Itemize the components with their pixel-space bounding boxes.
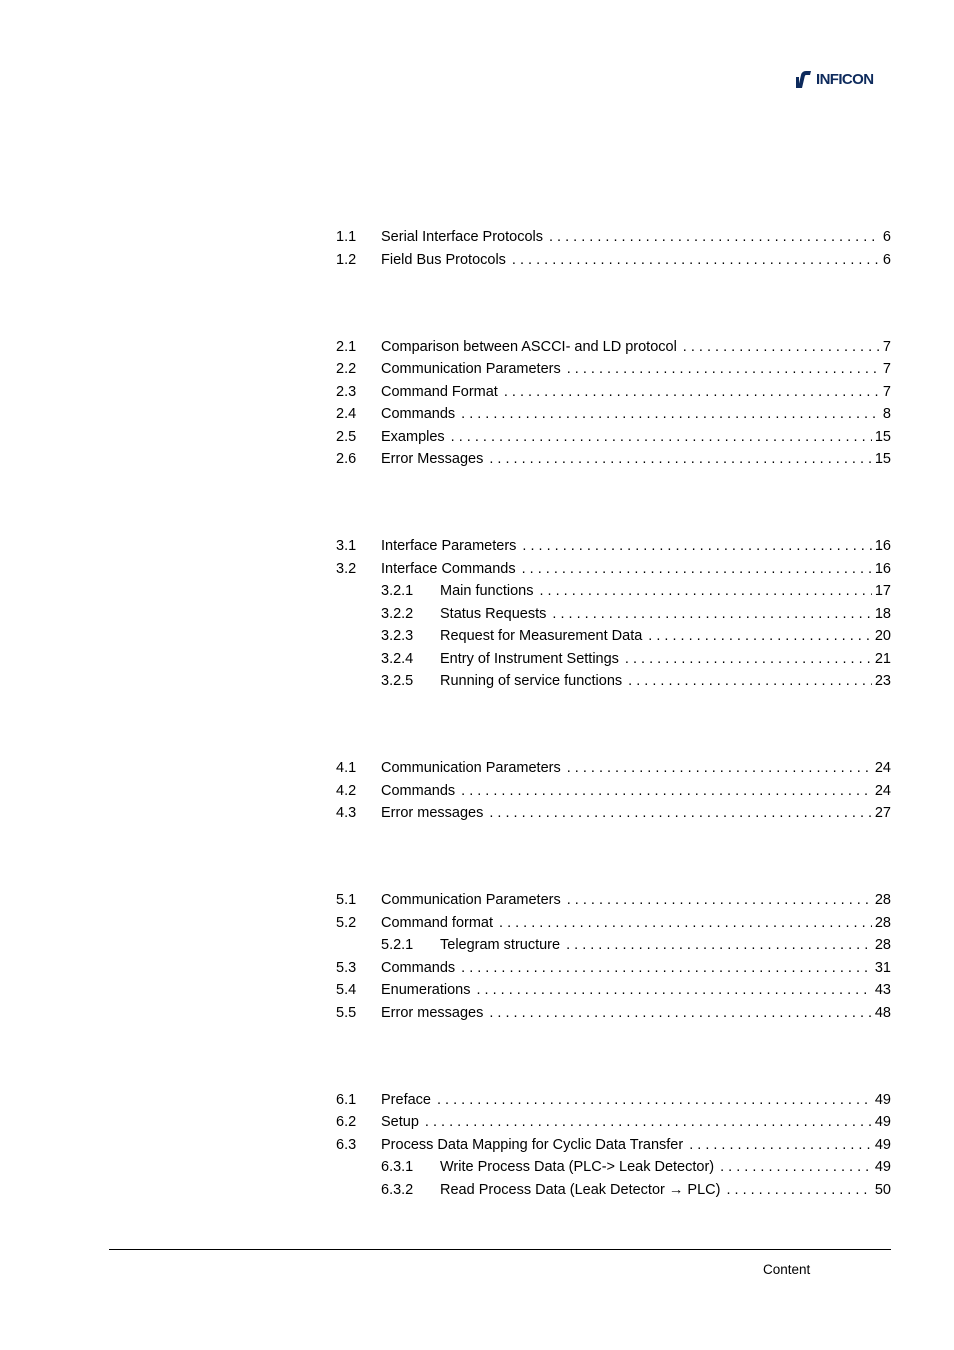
toc-page: 15 (874, 428, 891, 445)
toc-entry[interactable] (336, 226, 891, 249)
toc-title: Serial Interface Protocols (381, 229, 543, 245)
toc-number: 2.6 (336, 451, 357, 467)
toc-number: 2.3 (336, 383, 357, 400)
toc-number: 2.4 (336, 406, 357, 422)
toc-page: 17 (874, 583, 891, 599)
toc-page: 27 (874, 805, 891, 821)
toc-subentry[interactable] (336, 670, 891, 693)
toc-title: Communication Parameters (381, 760, 561, 776)
toc-page: 24 (874, 782, 891, 799)
toc-subentry[interactable] (336, 648, 891, 671)
toc-number: 1.2 (336, 251, 357, 268)
toc-page: 49 (874, 1091, 891, 1108)
toc-page: 49 (874, 1159, 891, 1175)
toc-subentry[interactable] (336, 625, 891, 648)
toc-title: Process Data Mapping for Cyclic Data Transfer (381, 1136, 684, 1153)
toc-title: Command format (381, 914, 494, 931)
toc-entry[interactable] (336, 535, 891, 558)
toc-title: Commands (381, 406, 456, 422)
toc-title: Main functions (440, 583, 534, 599)
toc-title: Entry of Instrument Settings (440, 650, 619, 667)
toc-subentry[interactable] (336, 1179, 891, 1202)
toc-number: 3.1 (336, 538, 357, 554)
toc-page: 6 (882, 229, 891, 245)
toc-number: 5.4 (336, 982, 357, 998)
toc-number: 3.2.2 (381, 605, 414, 622)
inficon-logo-icon (795, 69, 813, 89)
toc-page: 23 (874, 673, 891, 689)
table-of-contents (336, 226, 891, 1201)
toc-title: Error messages (381, 1004, 484, 1021)
toc-page: 28 (874, 892, 891, 908)
toc-page: 31 (874, 959, 891, 976)
toc-title: Examples (381, 428, 445, 445)
toc-number: 5.2.1 (381, 937, 414, 953)
toc-entry[interactable] (336, 912, 891, 935)
toc-page: 20 (874, 628, 891, 644)
toc-number: 5.5 (336, 1004, 357, 1021)
toc-number: 3.2.1 (381, 583, 414, 599)
toc-title: Write Process Data (PLC-> Leak Detector) (440, 1159, 715, 1175)
toc-page: 49 (874, 1136, 891, 1153)
toc-title: Communication Parameters (381, 892, 561, 908)
toc-entry[interactable] (336, 336, 891, 359)
footer-divider (109, 1249, 891, 1250)
toc-title: Enumerations (381, 982, 471, 998)
toc-title: Telegram structure (440, 937, 561, 953)
toc-subentry[interactable] (336, 580, 891, 603)
toc-subentry[interactable] (336, 603, 891, 626)
toc-title: Interface Commands (381, 560, 516, 577)
toc-title: Error messages (381, 805, 484, 821)
toc-page: 28 (874, 937, 891, 953)
toc-title: Error Messages (381, 451, 484, 467)
toc-page: 43 (874, 982, 891, 998)
toc-entry[interactable] (336, 358, 891, 381)
toc-entry[interactable] (336, 1089, 891, 1112)
toc-number: 6.1 (336, 1091, 357, 1108)
toc-page: 7 (882, 361, 891, 377)
toc-number: 2.5 (336, 428, 357, 445)
toc-page: 16 (874, 560, 891, 577)
toc-entry[interactable] (336, 381, 891, 404)
toc-entry[interactable] (336, 957, 891, 980)
toc-title: Communication Parameters (381, 361, 561, 377)
toc-entry[interactable] (336, 1134, 891, 1157)
toc-number: 4.2 (336, 782, 357, 799)
toc-page: 16 (874, 538, 891, 554)
toc-number: 3.2 (336, 560, 357, 577)
toc-entry[interactable] (336, 558, 891, 581)
toc-entry[interactable] (336, 448, 891, 471)
toc-entry[interactable] (336, 802, 891, 825)
toc-title: Commands (381, 782, 456, 799)
toc-entry[interactable] (336, 1111, 891, 1134)
toc-number: 4.3 (336, 805, 357, 821)
toc-entry[interactable] (336, 1002, 891, 1025)
toc-page: 21 (874, 650, 891, 667)
footer-label: Content (763, 1262, 811, 1277)
toc-title: Interface Parameters (381, 538, 517, 554)
toc-subentry[interactable] (336, 1156, 891, 1179)
toc-entry[interactable] (336, 757, 891, 780)
toc-subentry[interactable] (336, 934, 891, 957)
toc-title: Setup (381, 1114, 419, 1130)
toc-entry[interactable] (336, 979, 891, 1002)
toc-entry[interactable] (336, 403, 891, 426)
toc-number: 6.3.2 (381, 1181, 414, 1198)
toc-title: Commands (381, 959, 456, 976)
logo-text: INFICON (816, 70, 874, 88)
toc-page: 8 (882, 406, 891, 422)
toc-number: 3.2.5 (381, 673, 414, 689)
toc-title: Comparison between ASCCI- and LD protocol (381, 338, 677, 355)
toc-entry[interactable] (336, 780, 891, 803)
toc-number: 6.2 (336, 1114, 357, 1130)
toc-page: 24 (874, 760, 891, 776)
toc-page: 7 (882, 383, 891, 400)
toc-entry[interactable] (336, 889, 891, 912)
toc-page: 18 (874, 605, 891, 622)
toc-number: 4.1 (336, 760, 357, 776)
toc-page: 6 (882, 251, 891, 268)
toc-title: Command Format (381, 383, 498, 400)
toc-number: 6.3.1 (381, 1159, 414, 1175)
toc-title: Running of service functions (440, 673, 623, 689)
toc-page: 50 (874, 1181, 891, 1198)
toc-number: 5.2 (336, 914, 357, 931)
toc-number: 2.2 (336, 361, 357, 377)
toc-entry[interactable] (336, 426, 891, 449)
toc-page: 15 (874, 451, 891, 467)
toc-title: Read Process Data (Leak Detector → PLC) (440, 1181, 721, 1198)
toc-number: 2.1 (336, 338, 357, 355)
toc-number: 3.2.3 (381, 628, 414, 644)
toc-title: Request for Measurement Data (440, 628, 643, 644)
toc-entry[interactable] (336, 249, 891, 272)
toc-page: 7 (882, 338, 891, 355)
toc-title: Field Bus Protocols (381, 251, 506, 268)
toc-number: 3.2.4 (381, 650, 414, 667)
toc-title: Preface (381, 1091, 431, 1108)
inficon-logo (795, 68, 892, 90)
toc-page: 28 (874, 914, 891, 931)
toc-number: 5.1 (336, 892, 357, 908)
toc-page: 48 (874, 1004, 891, 1021)
toc-number: 5.3 (336, 959, 357, 976)
toc-number: 1.1 (336, 229, 357, 245)
toc-title: Status Requests (440, 605, 547, 622)
toc-page: 49 (874, 1114, 891, 1130)
toc-number: 6.3 (336, 1136, 357, 1153)
